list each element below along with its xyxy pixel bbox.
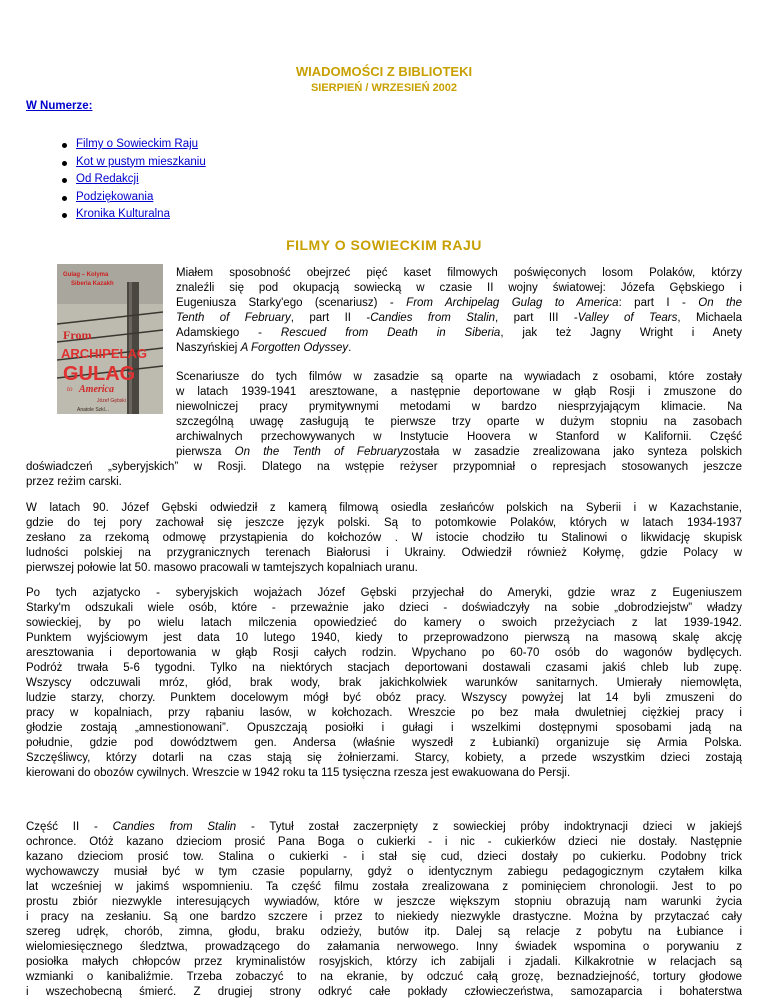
text-line: południe, gdzie pod dowództwem gen. Andersa (właśnie wyszedł z Łubianki) organizuje się Armia Polska. [26, 737, 742, 749]
text-line: szczególną uwagę zasługują te pierwsze trzy oparte w dużym stopniu na zasobach [176, 416, 742, 428]
bullet-icon [62, 161, 67, 166]
bullet-icon [62, 213, 67, 218]
text-line: wzmianki o kanibaliźmie. Trzeba zobaczyć to na ekranie, by odczuć całą grozę, beznadziejność, tortury głodowe [26, 971, 742, 983]
article-paragraph-4 [26, 586, 742, 781]
cover-top-text-1: Gulag – Kolyma [63, 272, 109, 278]
toc-link-kot[interactable]: Kot w pustym mieszkaniu [76, 155, 206, 168]
text-line: gdzie do tej pory zachował się jeszcze język polski. Są to potomkowie Polaków, których w latach 1934-1937 [26, 517, 742, 529]
text-line: i wszechobecną śmierć. Z drugiej strony odkryć całe pokłady człowieczeństwa, samozaparcia i bohaterstwa [26, 986, 742, 998]
text-line: lat wcześniej w jakimś wspomnieniu. Ta część filmu została zrealizowana z pominięciem chronologii. Jest to po [26, 881, 742, 893]
film-cover-image [57, 264, 163, 414]
text-line: ochronce. Otóż kazano dzieciom prosić Pana Boga o cukierki - i nic - cukierków dzieci nie dostały. Następnie [26, 836, 742, 848]
text-line: Część II - Candies from Stalin - Tytuł został zaczerpnięty z sowieckiej próby indoktrynacji dzieci w jakiejś [26, 821, 742, 833]
toc-item [76, 171, 206, 189]
text-line: Adamskiego - Rescued from Death in Siberia, jak też Jagny Wright i Anety [176, 327, 742, 339]
table-of-contents [76, 136, 206, 224]
text-line: wielomiesięcznego śledztwa, prowadzącego do załamania nerwowego. Inny świadek wspomina o porywaniu z [26, 941, 742, 953]
bullet-icon [62, 143, 67, 148]
cover-bottom-text: Anatole Szkl... [77, 407, 109, 413]
text-line: Starky'm odszukali wiele osób, które - przeważnie jako dzieci - doświadczyły na sobie „dobrodziejstw” władzy [26, 602, 742, 614]
text-line: i pracy na zesłaniu. Są one bardzo szczere i przez to niekiedy niezwykle drastyczne. Można by przytaczać cały [26, 911, 742, 923]
text-line: Tenth of February, part II -Candies from Stalin, part III -Valley of Tears, Michaela [176, 312, 742, 324]
text-line: Miałem sposobność obejrzeć pięć kaset filmowych poświęconych losom Polaków, którzy [176, 267, 742, 279]
text-line: prostu zbiór niezwykle interesujących wywiadów, które w jeszcze większym stopniu obrazują nam warunki życia [26, 896, 742, 908]
text-line: niewolniczej pracy prymitywnymi metodami w bardzo niesprzyjającym klimacie. Na [176, 401, 742, 413]
text-line: Punktem wyjściowym jest data 10 lutego 1940, kiedy to przeprowadzono pierwszą na masową skalę akcję [26, 632, 742, 644]
text-line: ludności polskiej na przygranicznych terenach Białorusi i Ukrainy. Odwiedził również Kołymę, gdzie Polacy w [26, 547, 742, 559]
text-line: Szczęśliwcy, którzy dotarli na czas stają się żołnierzami. Starcy, kobiety, a przede wszystkim dzieci zostają [26, 752, 742, 764]
text-line: posiołka małych chłopców przez kryminalistów rosyjskich, którzy ich zabijali i zjadali. Kilkakrotnie w relacjach są [26, 956, 742, 968]
article-paragraph-2 [176, 370, 742, 460]
article-title: FILMY O SOWIECKIM RAJU [286, 237, 482, 253]
text-line: głodzie zostają „amnestionowani”. Opuszczają posiołki i gułagi i wszelkimi dostępnymi sposobami jadą na [26, 722, 742, 734]
toc-item [76, 154, 206, 172]
cover-credits: Józef Gębski [97, 398, 126, 404]
toc-item [76, 136, 206, 154]
toc-link-filmy[interactable]: Filmy o Sowieckim Raju [76, 138, 199, 150]
text-line: pierwszej połowie lat 50. masowo pracowali w tamtejszych kopalniach uranu. [26, 562, 418, 574]
text-line: Podróż trwała 5-6 tygodni. Tylko na niektórych stacjach deportowani dostawali czasami jakiś chleb lub zupę. [26, 662, 742, 674]
cover-artwork [57, 264, 163, 414]
cover-top-text-2: Siberia Kazakh [71, 281, 114, 287]
text-line: Wszyscy odczuwali mróz, głód, brak wody, brak jakichkolwiek warunków sanitarnych. Umierały niemowlęta, [26, 677, 742, 689]
toc-link-kronika[interactable]: Kronika Kulturalna [76, 208, 170, 220]
article-paragraph-2-continued [26, 460, 742, 490]
cover-title-to: to [67, 385, 73, 393]
text-line: pierwsza On the Tenth of Februaryzostała w zasadzie zrealizowana jako synteza polskich [176, 446, 742, 458]
text-line: przez reżim carski. [26, 476, 122, 488]
toc-link-podziekowania[interactable]: Podziękowania [76, 190, 154, 203]
text-line: zesłano za rzekomą odmowę przystąpienia do kołchozów . W istocie chodziło tu Stalinowi o likwidację skupisk [26, 532, 742, 544]
text-line: pracy w kopalniach, przy rąbaniu lasów, w kołchozach. Wreszcie po bez mała dwuletniej ciężkiej pracy i [26, 707, 742, 719]
text-line: aresztowania i deportowania w głąb Rosji całych rodzin. Wpychano po 60-70 osób do wagonów bydlęcych. [26, 647, 742, 659]
cover-title-archipelag: ARCHIPELAG [61, 346, 147, 361]
text-line: sowieckiej, by po wielu latach milczenia opowiedzieć do kamery o swoich przeżyciach z lat 1939-1942. [26, 617, 742, 629]
text-line: Naszyńskiej A Forgotten Odyssey. [176, 342, 352, 354]
cover-title-america: America [79, 384, 114, 395]
text-line: kierowani do obozów cywilnych. Wreszcie w 1942 roku ta 115 tysięczna rzesza jest ewakuowana do Persji. [26, 767, 571, 779]
issue-date: SIERPIEŃ / WRZESIEŃ 2002 [310, 82, 458, 94]
text-line: W latach 90. Józef Gębski odwiedził z kamerą filmową osiedla zesłańców polskich na Syberii i w Kazachstanie, [26, 502, 742, 514]
bullet-icon [62, 196, 67, 201]
text-line: szereg udręk, chorób, zimna, głodu, braku odzieży, butów itp. Dalej są relacje z pobytu na Łubiance i [26, 926, 742, 938]
cover-title-gulag: GULAG [63, 363, 136, 385]
text-line: w latach 1939-1941 aresztowane, a następnie deportowane w głąb Rosji i zmuszone do [176, 386, 742, 398]
text-line: ludzie starzy, chorzy. Punktem docelowym mógł być obóz pracy. Wszyscy powyżej lat 14 byli zmuszeni do [26, 692, 742, 704]
toc-item [76, 189, 206, 207]
text-line: kazano dzieciom prosić tow. Stalina o cukierki - i stał się cud, dzieci dostały po cukierku. Podobny trick [26, 851, 742, 863]
article-paragraph-3 [26, 501, 742, 576]
text-line: znaleźli się pod okupacją sowiecką w czasie II wojny światowej: Józefa Gębskiego i [176, 282, 742, 294]
text-line: wychowawczy musiał być w tym czasie popularny, gdyż o identycznym zabiegu pedagogicznym czytałem kilka [26, 866, 742, 878]
text-line: Scenariusze do tych filmów w zasadzie są oparte na wywiadach z osobami, które zostały [176, 371, 742, 383]
article-paragraph-1 [176, 266, 742, 356]
text-line: Eugeniusza Starky'ego (scenariusz) - From Archipelag Gulag to America: part I - On the [176, 297, 742, 309]
toc-link-od-redakcji[interactable]: Od Redakcji [76, 173, 139, 185]
toc-heading: W Numerze: [26, 100, 93, 112]
text-line: archiwalnych przechowywanych w Instytucie Hoovera w Stanford w Kalifornii. Część [176, 431, 742, 443]
text-line: Po tych azjatycko - syberyjskich wojażach Józef Gębski przyjechał do Ameryki, gdzie wraz z Eugeniuszem [26, 587, 742, 599]
bullet-icon [62, 178, 67, 183]
toc-item [76, 206, 206, 224]
article-paragraph-5 [26, 820, 742, 1000]
cover-title-from: From [63, 328, 92, 342]
newsletter-title: WIADOMOŚCI Z BIBLIOTEKI [295, 64, 473, 79]
text-line: doświadczeń „syberyjskich” w Rosji. Dlatego na wstępie reżyser przypomniał o represjach stosowanych jeszcze [26, 461, 742, 473]
